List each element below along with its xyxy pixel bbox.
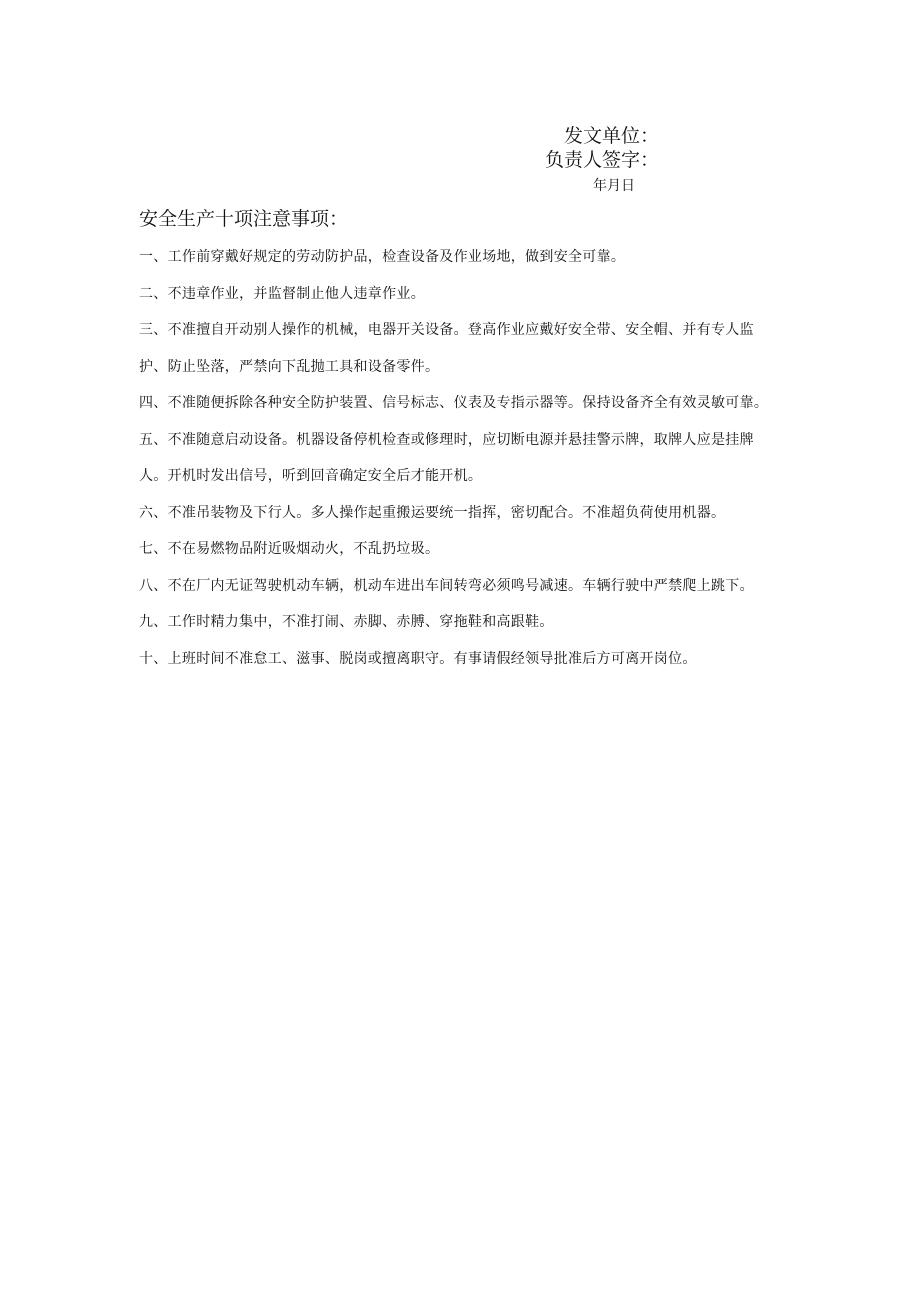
- document-title: 安全生产十项注意事项：: [139, 208, 349, 230]
- rule-item-3: 三、不准擅自开动别人操作的机械，电器开关设备。登高作业应戴好安全带、安全帽、并有专人监护、防止坠落，严禁向下乱抛工具和设备零件。: [139, 322, 754, 375]
- rule-item-2: 二、不违章作业，并监督制止他人违章作业。: [139, 285, 425, 302]
- rule-item-6: 六、不准吊装物及下行人。多人操作起重搬运要统一指挥，密切配合。不准超负荷使用机器。: [139, 504, 726, 521]
- date-label: 年月日: [593, 178, 635, 194]
- rule-item-4: 四、不准随便拆除各种安全防护装置、信号标志、仪表及专指示器等。保持设备齐全有效灵敏可靠。: [139, 395, 769, 411]
- responsible-signature-label: 负责人签字：: [545, 149, 660, 171]
- safety-rules-list: [139, 239, 779, 677]
- rule-item-10: 十、上班时间不准怠工、滋事、脱岗或擅离职守。有事请假经领导批准后方可离开岗位。: [139, 650, 697, 667]
- rule-item-9: 九、工作时精力集中，不准打闹、赤脚、赤膊、穿拖鞋和高跟鞋。: [139, 614, 554, 630]
- rule-item-8: 八、不在厂内无证驾驶机动车辆，机动车进出车间转弯必须鸣号减速。车辆行驶中严禁爬上跳下。: [139, 577, 754, 594]
- issuing-unit-label: 发文单位：: [564, 125, 660, 147]
- rule-item-7: 七、不在易燃物品附近吸烟动火，不乱扔垃圾。: [139, 541, 440, 557]
- rule-item-5: 五、不准随意启动设备。机器设备停机检查或修理时，应切断电源并悬挂警示牌，取牌人应是挂牌人。开机时发出信号，听到回音确定安全后才能开机。: [139, 431, 754, 484]
- rule-item-1: 一、工作前穿戴好规定的劳动防护品，检查设备及作业场地，做到安全可靠。: [139, 249, 626, 265]
